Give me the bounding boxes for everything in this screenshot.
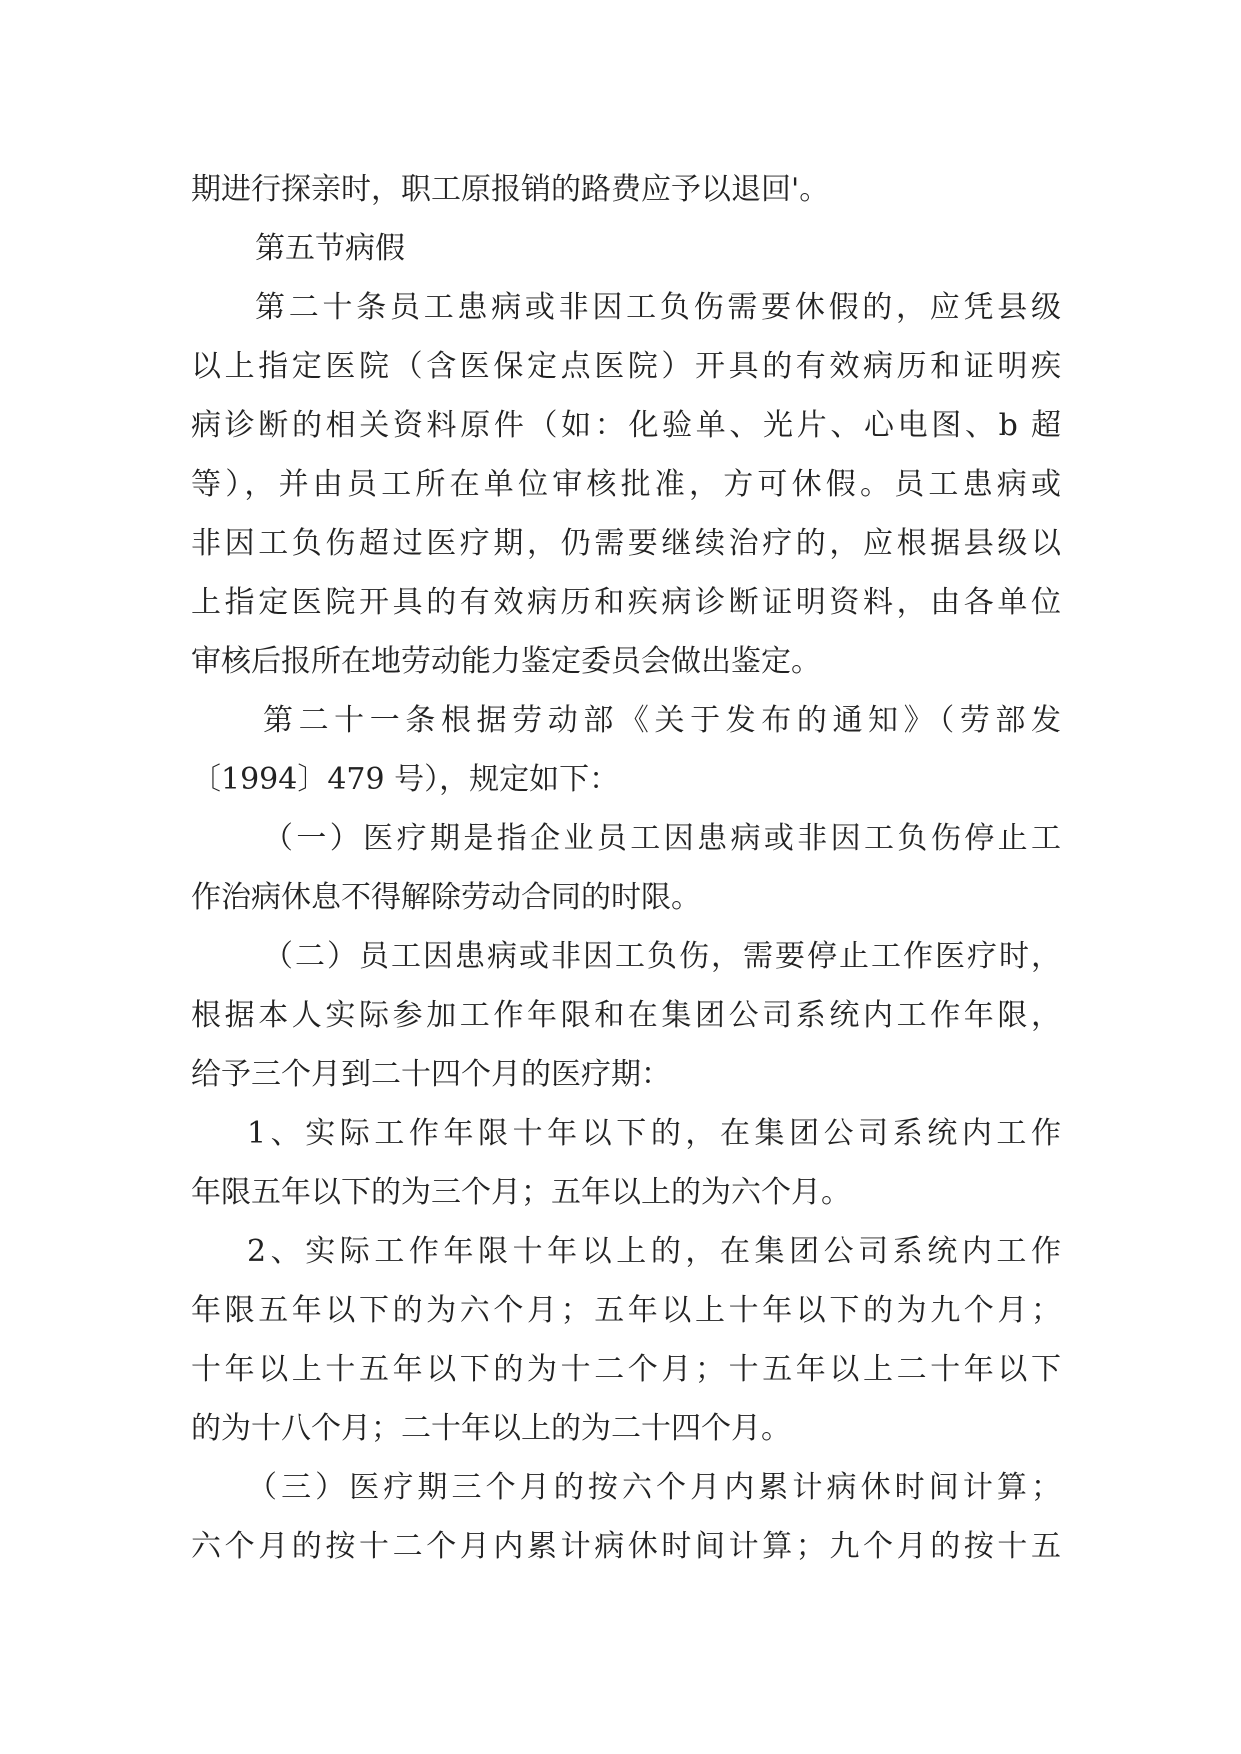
text-line: 作治病休息不得解除劳动合同的时限。 — [191, 880, 701, 915]
document-body — [191, 160, 1061, 1576]
text-line: 非因工负伤超过医疗期，仍需要继续治疗的，应根据县级以 — [191, 526, 1061, 561]
text-line: 六个月的按十二个月内累计病休时间计算；九个月的按十五 — [191, 1529, 1061, 1564]
text-line: （三）医疗期三个月的按六个月内累计病休时间计算； — [247, 1470, 1061, 1505]
text-line: 十年以上十五年以下的为十二个月；十五年以上二十年以下 — [191, 1352, 1061, 1387]
text-line: （一）医疗期是指企业员工因患病或非因工负伤停止工 — [263, 821, 1061, 856]
text-line: 〔1994〕479 号），规定如下： — [191, 762, 620, 797]
text-line: 年限五年以下的为三个月；五年以上的为六个月。 — [191, 1175, 851, 1210]
text-line: 年限五年以下的为六个月；五年以上十年以下的为九个月； — [191, 1293, 1061, 1328]
section-heading: 第五节病假 — [255, 231, 405, 266]
text-line: 给予三个月到二十四个月的医疗期： — [191, 1057, 671, 1092]
text-line: 1、实际工作年限十年以下的，在集团公司系统内工作 — [247, 1116, 1061, 1151]
text-line: 病诊断的相关资料原件（如：化验单、光片、心电图、b 超 — [191, 408, 1061, 443]
text-line: 上指定医院开具的有效病历和疾病诊断证明资料，由各单位 — [191, 585, 1061, 620]
text-line: 根据本人实际参加工作年限和在集团公司系统内工作年限， — [191, 998, 1061, 1033]
text-line: 的为十八个月；二十年以上的为二十四个月。 — [191, 1411, 791, 1446]
text-line: 审核后报所在地劳动能力鉴定委员会做出鉴定。 — [191, 644, 821, 679]
text-line: （二）员工因患病或非因工负伤，需要停止工作医疗时， — [263, 939, 1061, 974]
text-line: 等），并由员工所在单位审核批准，方可休假。员工患病或 — [191, 467, 1061, 502]
text-line: 期进行探亲时，职工原报销的路费应予以退回'。 — [191, 172, 830, 207]
text-line: 以上指定医院（含医保定点医院）开具的有效病历和证明疾 — [191, 349, 1061, 384]
text-line: 第二十一条根据劳动部《关于发布的通知》（劳部发 — [263, 703, 1061, 738]
text-line: 2、实际工作年限十年以上的，在集团公司系统内工作 — [247, 1234, 1061, 1269]
text-line: 第二十条员工患病或非因工负伤需要休假的，应凭县级 — [255, 290, 1061, 325]
